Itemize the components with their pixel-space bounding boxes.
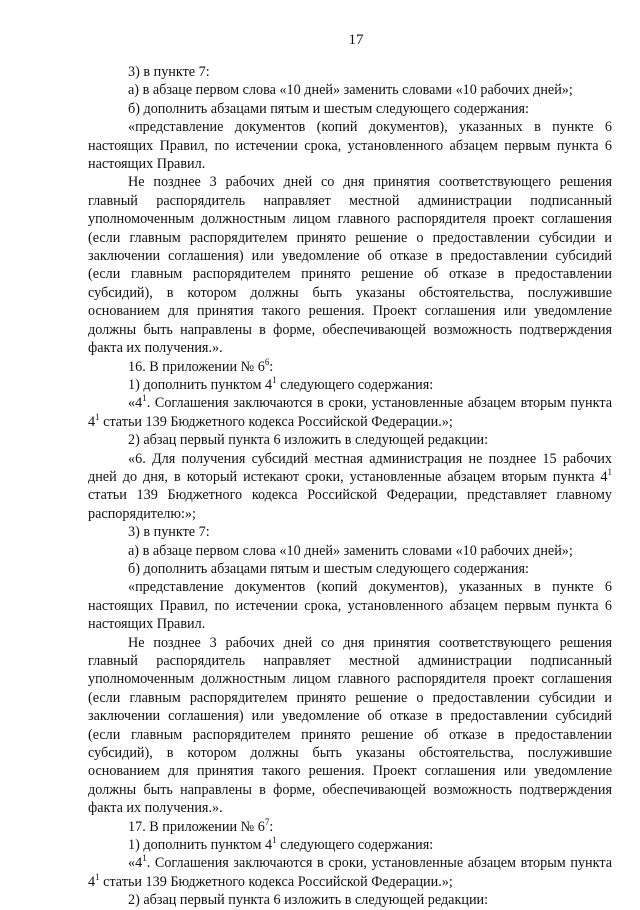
paragraph: «представление документов (копий документов), указанных в пункте 6 настоящих Правил, по истечении срока, установленного абзацем первым пункта 6 настоящих Правил. [88, 119, 612, 173]
paragraph: «представление документов (копий документов), указанных в пункте 6 настоящих Правил, по истечении срока, установленного абзацем первым пункта 6 настоящих Правил. [88, 579, 612, 633]
section-heading [88, 818, 612, 836]
paragraph: а) в абзаце первом слова «10 дней» заменить словами «10 рабочих дней»; [128, 542, 573, 559]
paragraph: 3) в пункте 7: [128, 64, 210, 80]
text-run: . Соглашения заключаются в сроки, установленные абзацем вторым пункта 4 [88, 855, 612, 890]
superscript: 1 [142, 853, 147, 864]
text-run: «4 [128, 395, 143, 412]
paragraph: 2) абзац первый пункта 6 изложить в следующей редакции: [128, 892, 489, 909]
superscript: 1 [272, 374, 277, 385]
text-run: «4 [128, 855, 143, 872]
text-run: следующего содержания: [276, 837, 434, 854]
page-number: 17 [348, 32, 364, 48]
text-run: 1) дополнить пунктом 4 [128, 376, 273, 393]
paragraph [88, 854, 612, 891]
text-run: следующего содержания: [276, 376, 434, 393]
text-run: статьи 139 Бюджетного кодекса Российской Федерации.»; [99, 873, 453, 890]
paragraph [88, 376, 612, 394]
text-run: . Соглашения заключаются в сроки, установленные абзацем вторым пункта 4 [88, 395, 612, 430]
paragraph: 2) абзац первый пункта 6 изложить в следующей редакции: [128, 432, 489, 449]
superscript: 1 [272, 835, 277, 846]
paragraph [88, 450, 612, 524]
paragraph [88, 394, 612, 431]
paragraph: Не позднее 3 рабочих дней со дня принятия соответствующего решения главный распорядитель направляет местной администрации подписанный уполномоченным должностным лицом главного распорядителя проект соглашения (если главным распорядителем принято решение о предоставлении субсидии и заключении соглашения) или уведомление об отказе в предоставлении субсидий (если главным распорядителем принято решение об отказе в предоставлении субсидий), в котором должны быть указаны обстоятельства, послужившие основанием для принятия такого решения. Проект соглашения или уведомление должны быть направлены в форме, обеспечивающей возможность подтверждения факта их получения.». [88, 634, 612, 817]
text-run: 1) дополнить пунктом 4 [128, 837, 273, 854]
paragraph [88, 836, 612, 854]
text-run: 16. В приложении № 6 [128, 358, 265, 375]
paragraph: б) дополнить абзацами пятым и шестым следующего содержания: [128, 560, 529, 577]
paragraph: б) дополнить абзацами пятым и шестым следующего содержания: [128, 100, 529, 117]
text-run: 17. В приложении № 6 [128, 818, 265, 835]
superscript: 6 [264, 356, 270, 367]
text-run: : [269, 358, 274, 375]
superscript: 1 [607, 466, 612, 477]
text-run: «6. Для получения субсидий местная администрация не позднее 15 рабочих дней до дня, в который истекают сроки, установленные абзацем вторым пункта 4 [88, 450, 612, 485]
paragraph: Не позднее 3 рабочих дней со дня принятия соответствующего решения главный распорядитель направляет местной администрации подписанный уполномоченным должностным лицом главного распорядителя проект соглашения (если главным распорядителем принято решение о предоставлении субсидии и заключении соглашения) или уведомление об отказе в предоставлении субсидий (если главным распорядителем принято решение об отказе в предоставлении субсидий), в котором должны быть указаны обстоятельства, послужившие основанием для принятия такого решения. Проект соглашения или уведомление должны быть направлены в форме, обеспечивающей возможность подтверждения факта их получения.». [88, 174, 612, 357]
paragraph: а) в абзаце первом слова «10 дней» заменить словами «10 рабочих дней»; [128, 82, 573, 99]
document-body [88, 63, 612, 910]
text-run: статьи 139 Бюджетного кодекса Российской Федерации, представляет главному распорядителю:»; [88, 487, 612, 522]
superscript: 1 [95, 411, 100, 422]
superscript: 7 [264, 816, 270, 827]
section-heading [88, 358, 612, 376]
text-run: статьи 139 Бюджетного кодекса Российской Федерации.»; [99, 413, 453, 430]
superscript: 1 [142, 393, 147, 404]
paragraph: 3) в пункте 7: [128, 524, 210, 541]
superscript: 1 [95, 871, 100, 882]
text-run: : [269, 818, 274, 835]
